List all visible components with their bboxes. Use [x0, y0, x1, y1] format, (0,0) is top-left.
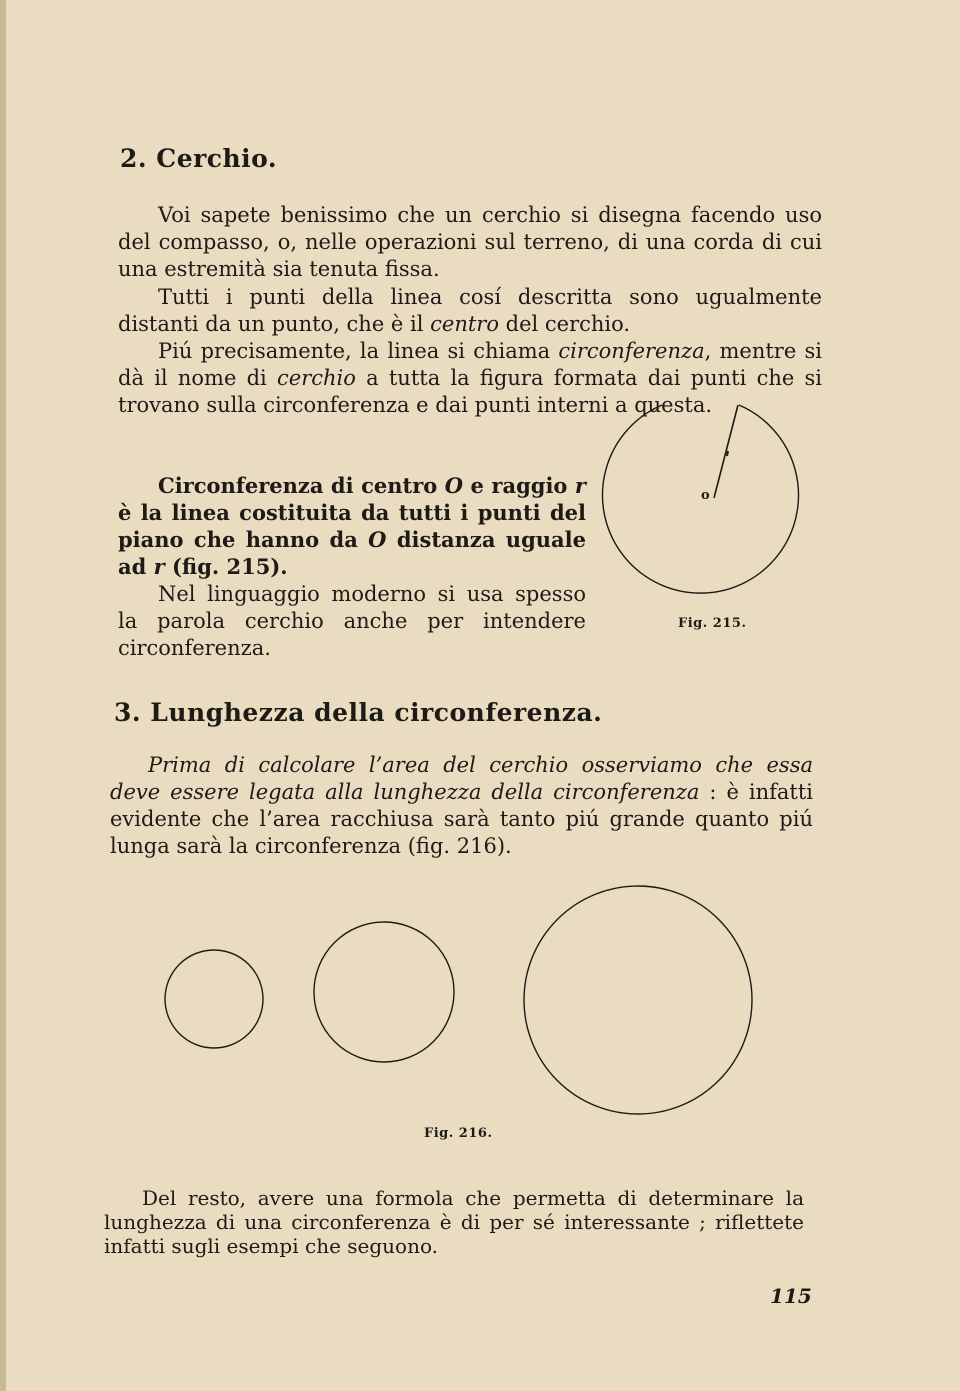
fig215-radius-mark [727, 451, 728, 456]
page-edge [0, 0, 6, 1391]
symbol-r: r [574, 473, 586, 498]
text: Tutti i punti della linea cosí descritta sono ugualmente distanti da un punto, che è il [118, 285, 822, 336]
paragraph-area-cerchio [110, 752, 813, 860]
text: Circonferenza di centro [158, 473, 445, 498]
section-heading-lunghezza: 3. Lunghezza della circonferenza. [114, 698, 603, 727]
text: a tutta la figura formata dai punti che si trovano sulla circonferenza e dai punti interni a questa. [118, 366, 823, 417]
text: del cerchio. [498, 312, 631, 336]
term-circonferenza: circonferenza [558, 339, 705, 363]
paragraph-centro [118, 284, 822, 338]
symbol-o: O [368, 527, 387, 552]
text: : è infatti evidente che l’area racchiusa sarà tanto piú grande quanto piú lunga sarà la circonferenza (fig. 216). [110, 780, 813, 858]
text: Voi sapete benissimo che un cerchio si disegna facendo uso del compasso, o, nelle operazioni sul terreno, di una corda di cui una estremità sia tenuta fissa. [118, 203, 822, 281]
fig215-radius [714, 405, 738, 498]
symbol-r: r [153, 554, 165, 579]
text: Nel linguaggio moderno si usa spesso la parola cerchio anche per intendere circonferenza. [118, 582, 586, 660]
text: e raggio [463, 473, 575, 498]
text: Piú precisamente, la linea si chiama [158, 339, 559, 363]
fig216-medium-circle [314, 922, 454, 1062]
text: , mentre si dà il nome di [118, 339, 822, 390]
definition-circonferenza [118, 472, 586, 580]
paragraph-formola [104, 1186, 804, 1258]
text: Del resto, avere una formola che permetta di determinare la lunghezza di una circonferenza è di per sé interessante ; riflettete infatti sugli esempi che seguono. [104, 1186, 804, 1258]
section-heading-cerchio: 2. Cerchio. [120, 144, 278, 173]
symbol-o: O [444, 473, 464, 498]
term-centro: centro [430, 312, 499, 336]
text: (fig. 215). [164, 554, 288, 579]
paragraph-compasso [118, 202, 822, 283]
page-number: 115 [770, 1284, 812, 1308]
figure-215 [600, 395, 822, 635]
fig215-caption: Fig. 215. [678, 616, 747, 631]
term-cerchio: cerchio [277, 366, 356, 390]
emphasis-area: Prima di calcolare l’area del cerchio osserviamo che essa deve essere legata alla lunghezza della circonferenza [110, 753, 813, 804]
paragraph-linguaggio-moderno [118, 581, 586, 662]
fig216-small-circle [165, 950, 263, 1048]
fig216-caption: Fig. 216. [424, 1126, 493, 1141]
figure-216 [150, 880, 770, 1125]
text: distanza uguale ad [118, 527, 586, 579]
fig216-large-circle [524, 886, 752, 1114]
fig215-center-label: o [701, 488, 710, 503]
text: è la linea costituita da tutti i punti del piano che hanno da [118, 500, 586, 552]
